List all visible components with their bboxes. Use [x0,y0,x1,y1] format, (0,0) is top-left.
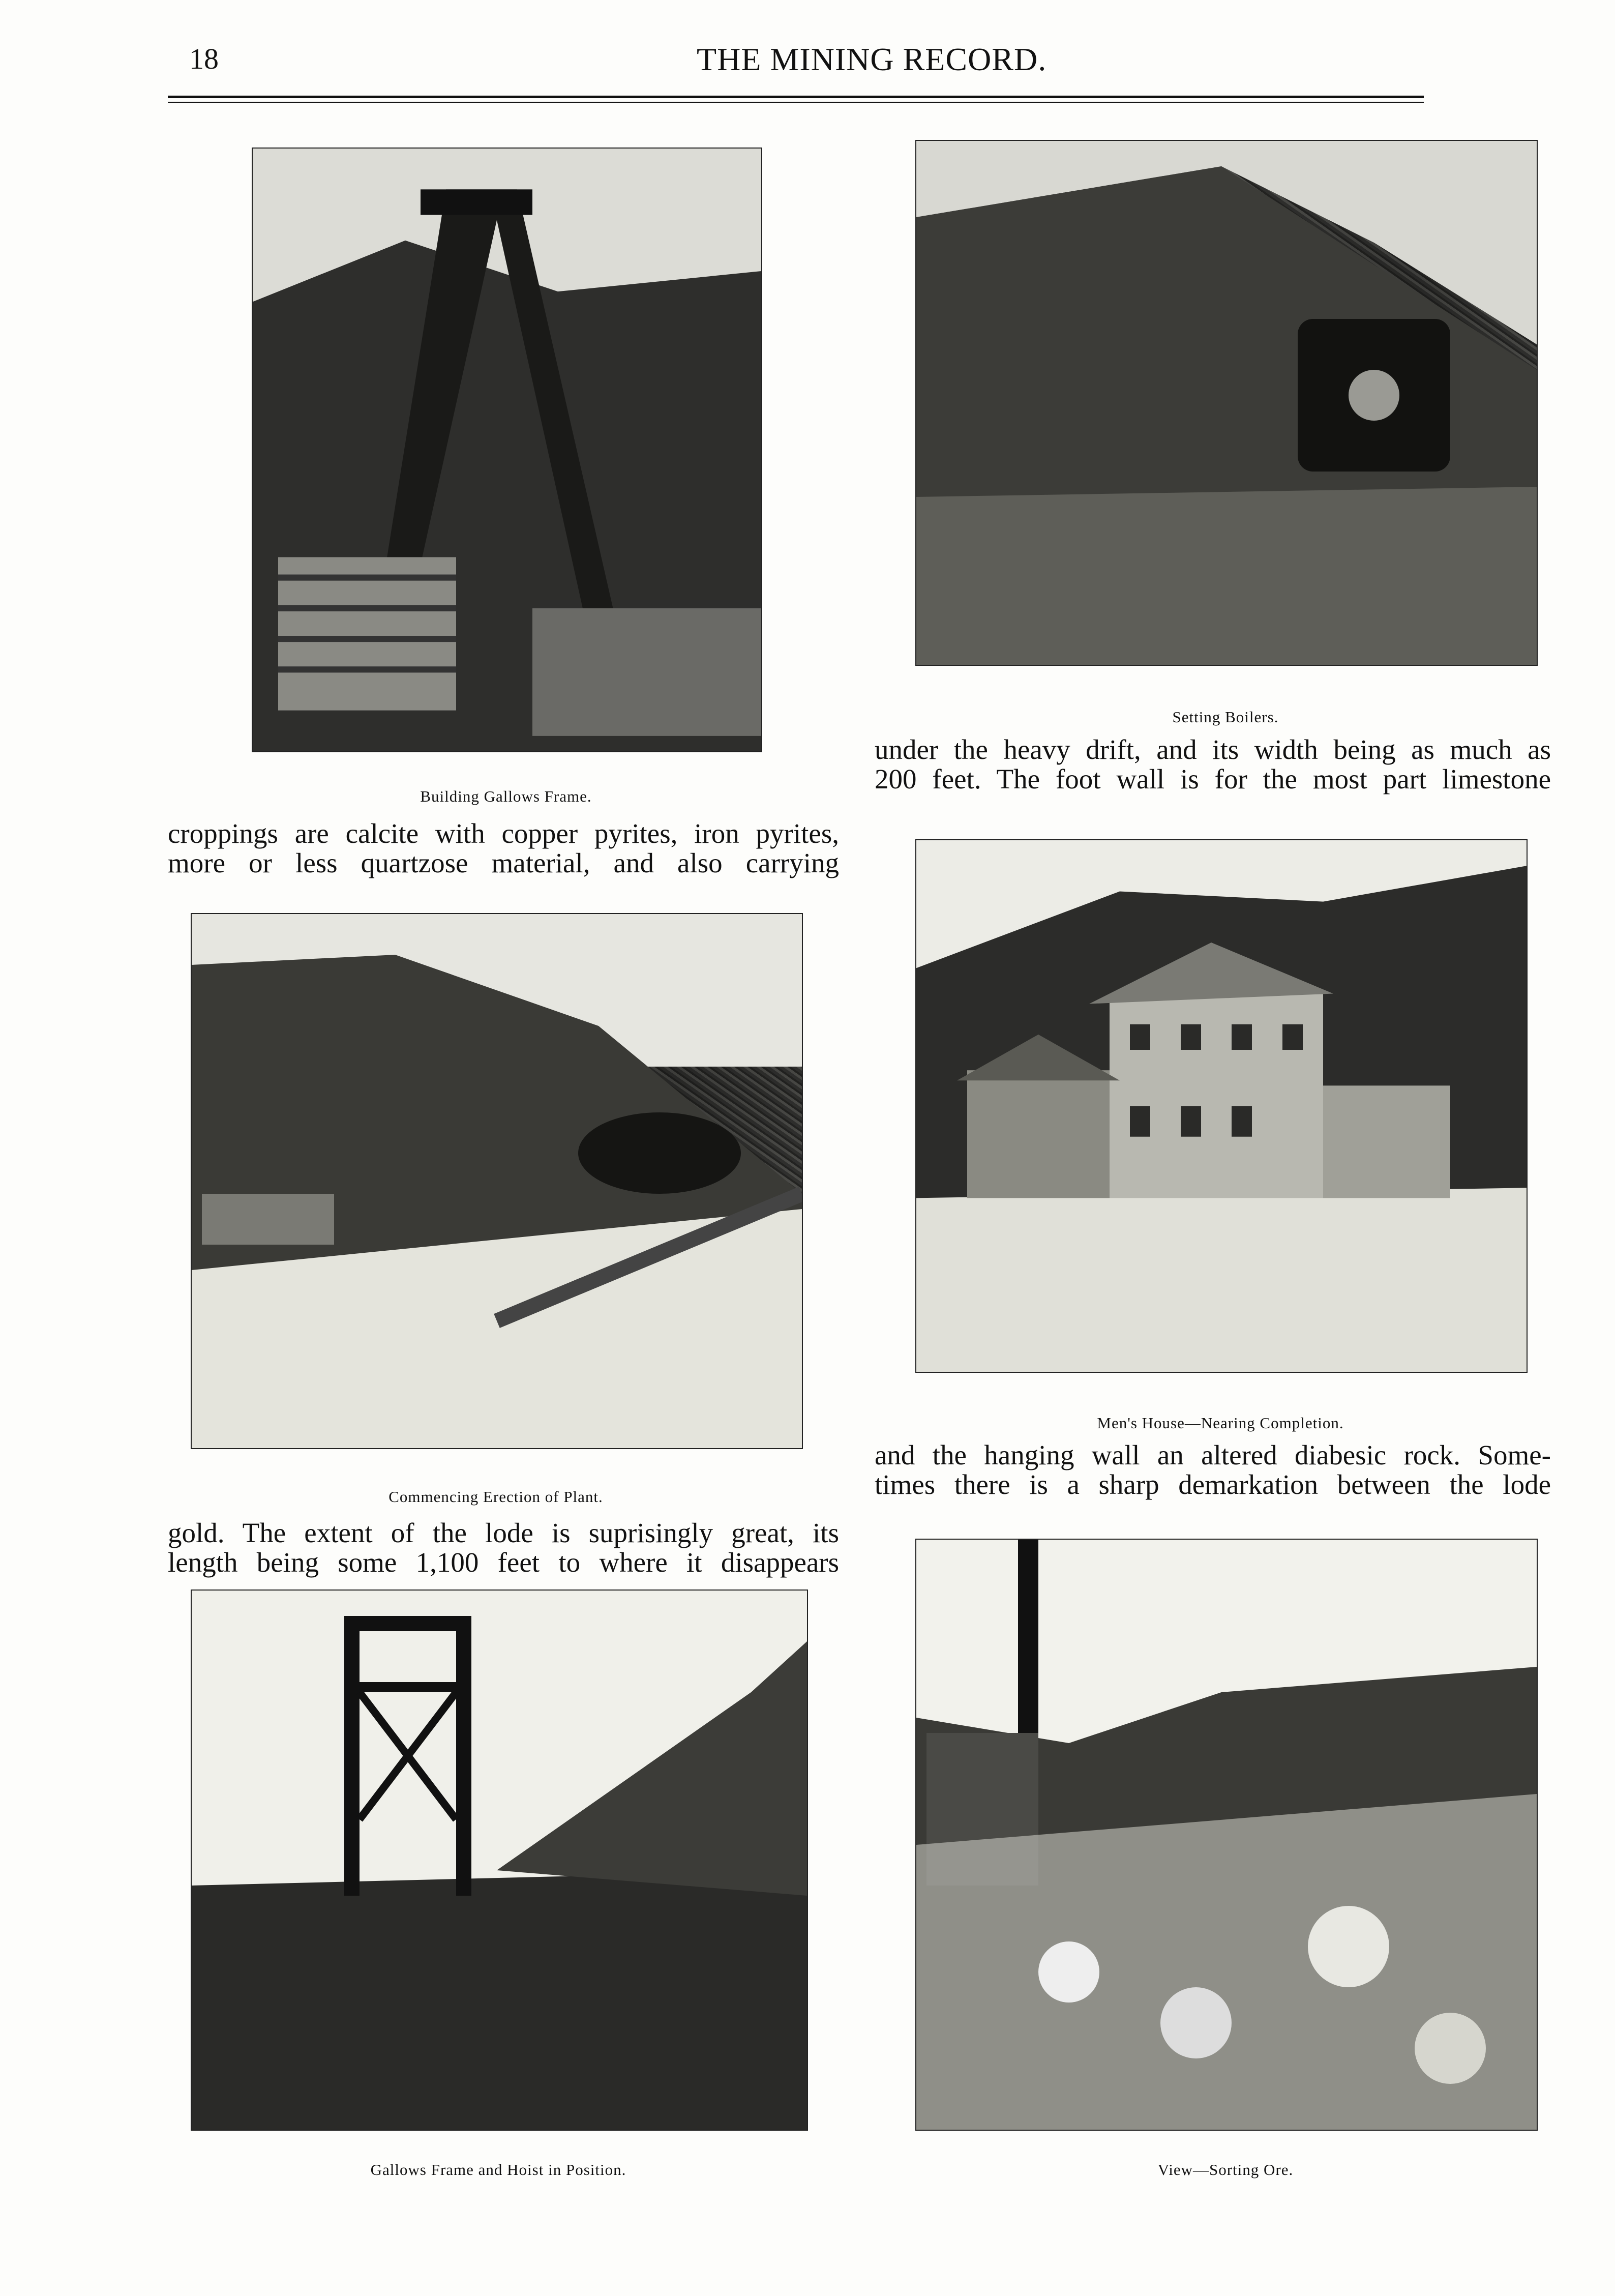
running-head-title: THE MINING RECORD. [697,41,1047,77]
caption-mens-house: Men's House—Nearing Completion. [1097,1414,1344,1432]
paragraph-right-1 [875,735,1551,794]
header-rule-thin [168,102,1424,103]
caption-gallows-frame-hoist: Gallows Frame and Hoist in Position. [370,2161,626,2179]
photo-mens-house [915,839,1528,1373]
text-line: under the heavy drift, and its width being as much as [875,734,1551,765]
text-line: 200 feet. The foot wall is for the most part limestone [875,763,1551,794]
photo-commencing-erection [191,913,803,1449]
caption-sorting-ore: View—Sorting Ore. [1157,2161,1294,2179]
text-line: croppings are calcite with copper pyrites, iron pyrites, [168,818,839,849]
page-number: 18 [189,42,219,75]
text-line: more or less quartzose material, and also carrying [168,847,839,878]
photo-setting-boilers [915,140,1538,666]
paragraph-right-2 [875,1440,1551,1499]
header-rule-thick [168,96,1424,98]
text-line: length being some 1,100 feet to where it disappears [168,1547,839,1578]
caption-building-gallows-frame: Building Gallows Frame. [420,787,592,805]
text-line: and the hanging wall an altered diabesic rock. Some- [875,1439,1551,1470]
photo-building-gallows-frame [252,148,762,752]
paragraph-left-1 [168,819,839,878]
caption-commencing-erection: Commencing Erection of Plant. [388,1488,603,1506]
text-line: times there is a sharp demarkation between the lode [875,1469,1551,1500]
photo-gallows-frame-hoist [191,1589,808,2131]
text-line: gold. The extent of the lode is suprisingly great, its [168,1517,839,1548]
photo-sorting-ore [915,1539,1538,2131]
caption-setting-boilers: Setting Boilers. [1172,708,1279,726]
paragraph-left-2 [168,1518,839,1577]
